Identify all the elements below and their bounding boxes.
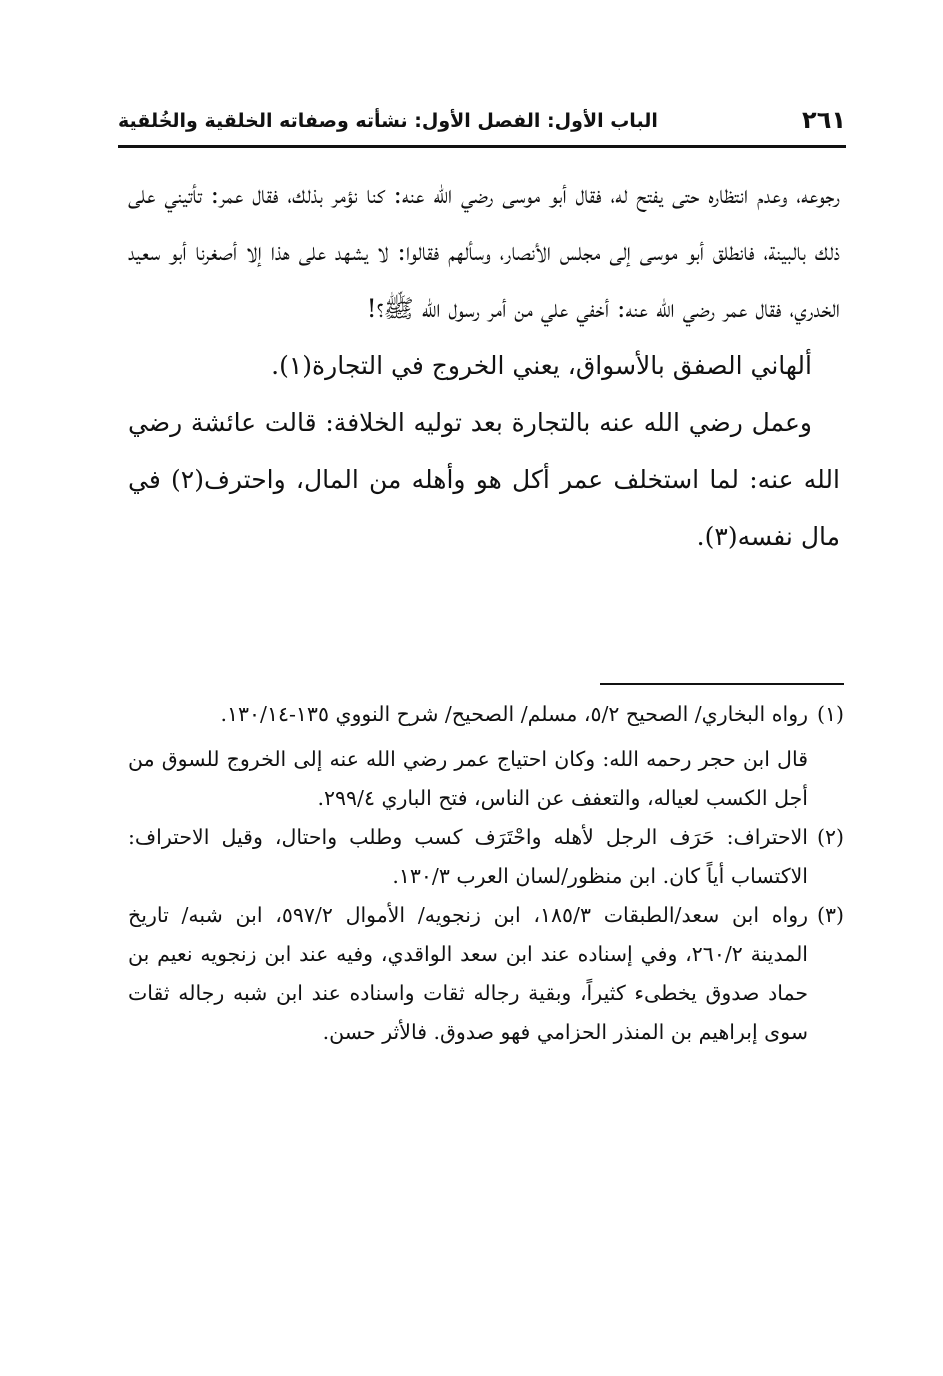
footnotes	[128, 695, 844, 1052]
header-rule	[118, 145, 846, 148]
footnote-2	[128, 818, 844, 896]
footnote-text: رواه ابن سعد/الطبقات ١٨٥/٣، ابن زنجويه/ الأموال ٥٩٧/٢، ابن شبه/ تاريخ المدينة ٢٦٠/٢، وفي إسناده عند ابن سعد الواقدي، وفيه عند ابن زنجويه نعيم بن حماد صدوق يخطىء كثيراً، وبقية رجاله ثقات واسناده عند ابن شبه رجاله ثقات سوى إبراهيم بن المنذر الحزامي فهو صدوق. فالأثر حسن.	[128, 903, 809, 1044]
footnote-separator	[600, 683, 844, 685]
main-text	[128, 166, 840, 565]
footnote-number: (٣)	[816, 903, 844, 927]
paragraph: وعمل رضي الله عنه بالتجارة بعد توليه الخلافة: قالت عائشة رضي الله عنه: لما استخلف عمر أكل هو وأهله من المال، واحترف(٢) في مال نفسه(٣).	[128, 408, 840, 551]
footnote-number: (٢)	[816, 825, 844, 849]
footnote-3	[128, 896, 844, 1052]
paragraph: ألهاني الصفق بالأسواق، يعني الخروج في التجارة(١).	[271, 351, 812, 380]
running-title: الباب الأول: الفصل الأول: نشأته وصفاته الخلقية والخُلقية	[118, 110, 658, 132]
footnote-1	[128, 695, 844, 734]
footnote-text: الاحتراف: حَرَف الرجل لأهله واحْتَرَف كسب وطلب واحتال، وقيل الاحتراف: الاكتساب أياً كان. ابن منظور/لسان العرب ١٣٠/٣.	[128, 825, 808, 888]
page-number: ٢٦١	[802, 106, 846, 134]
footnote-number: (١)	[816, 702, 844, 726]
footnote-1-continuation	[128, 740, 844, 818]
paragraph: رجوعه، وعدم انتظاره حتى يفتح له، فقال أبو موسى رضي الله عنه: كنا نؤمر بذلك، فقال عمر: تأتيني على ذلك بالبينة، فانطلق أبو موسى إلى مجلس الأنصار، وسألهم فقالوا: لا يشهد على هذا إلا أصغرنا أبو سعيد الخدري، فقال عمر رضي الله عنه: أخفي علي من أمر رسول الله ﷺ؟!	[128, 180, 841, 323]
footnote-text: رواه البخاري/ الصحيح ٥/٢، مسلم/ الصحيح/ شرح النووي ١٣٥-١٣٠/١٤.	[220, 702, 808, 726]
page-header	[118, 100, 846, 140]
footnote-text: قال ابن حجر رحمه الله: وكان احتياج عمر رضي الله عنه إلى الخروج للسوق من أجل الكسب لعياله، والتعفف عن الناس، فتح الباري ٢٩٩/٤.	[128, 747, 808, 810]
